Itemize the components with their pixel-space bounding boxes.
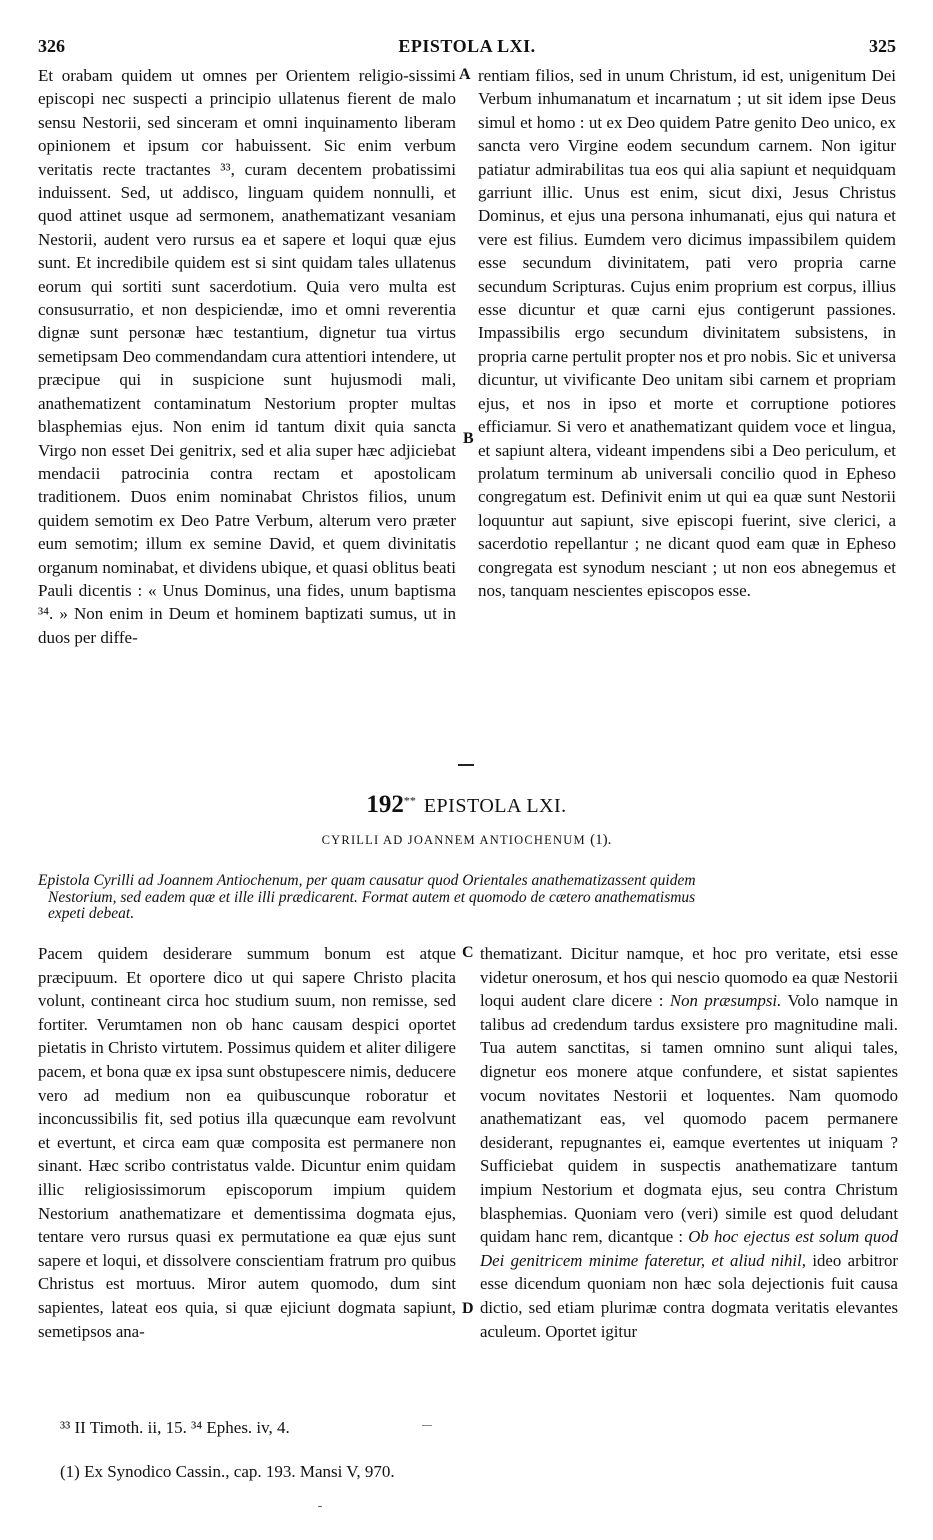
subheading-note: (1). (590, 832, 612, 848)
bottom-right-part-3: ideo arbitror esse dicendum quoniam non hæc sola dejectionis fuit causa dictio, sed etiam plurimæ contra dogmata veritatis elevantes aculeum. Oportet igitur (480, 1250, 898, 1341)
footnote-source: (1) Ex Synodico Cassin., cap. 193. Mansi V, 970. (60, 1462, 395, 1481)
right-page-number: 325 (869, 36, 896, 56)
letter-number-mark: ** (403, 793, 416, 808)
bottom-right-part-1: thematizant. Dicitur namque, et hoc pro veritate, etsi esse videtur onerosum, et hos qui nescio quomodo ea quæ Nestorii loqui audent clare dicere : (480, 944, 898, 1011)
footnote-scripture-refs: ³³ II Timoth. ii, 15. ³⁴ Ephes. iv, 4. (60, 1418, 290, 1437)
summary-line-1: Epistola Cyrilli ad Joannem Antiochenum, per quam causatur quod Orientales anathematizassent quidem (38, 872, 696, 889)
bottom-right-column-text (480, 942, 898, 1343)
bottom-right-part-2: Volo namque in talibus ad credendum tardus exsistere pro magnitudine mali. Tua autem sanctitas, si tamen omnino sunt aliqui tales, dignetur eos monere atque confundere, et sistat sapientes vocum novitates Nestorii et loquentes. Nam quomodo anathematizant eas, vel quomodo pacem permanere desiderant, repugnantes ei, eamque evertentes ut iniquam ? Sufficiebat quidem in suspectis anathematizare tantum impium Nestorium et dogmata ejus, seu contra Christum blasphemias. Quoniam vero (veri) simile est quod deludant quidam hanc rem, dicantque : (480, 991, 898, 1247)
margin-letter-d: D (462, 1300, 474, 1317)
letter-title: EPISTOLA LXI. (423, 795, 567, 817)
top-right-column-text: rentiam filios, sed in unum Christum, id est, unigenitum Dei Verbum inhumanatum et incarnatum ; ut sit idem ipse Deus simul et homo : ut ex Deo quidem Patre genito Deo unico, ex sancta vero Virgine eodem secundum carnem. Non igitur patiatur admirabilitas tua eos qui alia sapiunt et nequidquam garriunt illic. Unus est enim, sicut dixi, Jesus Christus Dominus, et ejus una persona inhumanati, ejus qui natura et vere est filius. Eumdem vero dicimus impassibilem quidem esse secundum divinitatem, pati vero propria carne secundum Scripturas. Cujus enim proprium est corpus, illius esse dicuntur et quæ carni ejus contigerunt passiones. Impassibilis ergo secundum divinitatem subsistens, in propria carne pertulit propter nos et pro nobis. Sic et universa dicuntur, ut vivificante Deo unitam sibi carnem et propriam ejus, et nos in ipso et morte et corruptione potiores efficiamur. Si vero et anathematizant quidem voce et lingua, et sapiunt altera, videant impendens sibi a Deo periculum, et prolatum terminum ab universali concilio quod in Epheso congregatum est. Definivit enim ut qui ea quæ sunt Nestorii loquuntur aut sapiunt, sive episcopi fuerint, sive clerici, a sacerdotio repellantur ; ne dicant quod eam quæ in Epheso congregata est synodum nesciant ; ut non eos abnegemus et nos, tanquam nescientes episcopos esse. (478, 66, 896, 600)
section-divider (458, 764, 474, 766)
letter-subheading (0, 832, 933, 849)
footnote-mark (422, 1425, 432, 1426)
letter-summary (38, 873, 898, 923)
summary-line-2: Nestorium, sed eadem quæ et ille illi prædicarent. Format autem et quomodo de cætero anathematismus (48, 888, 696, 906)
left-page-number: 326 (38, 36, 65, 56)
top-left-column-text: Et orabam quidem ut omnes per Orientem religio-sissimi episcopi nec suspecti a principio ullatenus fierent de malo sensu Nestorii, sed sinceram et omni inquinamento liberam opinionem et ipsum cor habuissent. Sic enim verbum veritatis recte tractantes ³³, curam decentem probatissimi induissent. Sed, ut addisco, linguam quidem nonnulli, et quod attinet usque ad sermonem, anathematizant vesaniam Nestorii, audent vero rursus ea et sapere et loqui quæ ejus sunt. Et incredibile quidem est si sint quidam tales ullatenus eorum qui sortiti sunt sacerdotium. Quia vero multa est consusurratio, et non despiciendæ, imo et omni reverentia dignæ sunt personæ hæc testantium, dignetur tua virtus semetipsam Deo commendandam cura attentiori intendere, ut præcipue qui in suspicione sunt hujusmodi mali, anathematizent contaminatum Nestorium propter multas blasphemias ejus. Non enim id tantum dixit quia sancta Virgo non esset Dei genitrix, sed et alia super hæc adjiciebat mendacii patrocinia contra rectam et apostolicam traditionem. Duos enim nominabat Christos filios, unum quidem semotim ex Deo Patre Verbum, alterum vero præter eum semotim; illum ex semine David, et quem divinitatis organum nominabat, et dividens ubique, et quasi oblitus beati Pauli dicentis : « Unus Dominus, una fides, unum baptisma ³⁴. » Non enim in Deum et hominem baptizati sumus, ut in duos per diffe- (38, 66, 457, 647)
running-head (38, 36, 896, 58)
running-title: EPISTOLA LXI. (398, 36, 536, 56)
letter-heading (0, 791, 933, 819)
summary-line-3: expeti debeat. (48, 905, 135, 922)
margin-letter-a: A (459, 66, 471, 83)
margin-letter-c: C (462, 944, 474, 961)
margin-letter-b: B (463, 430, 474, 447)
footnote-dot (318, 1506, 322, 1507)
bottom-right-italic-2: Ob hoc ejectus est solum quod Dei genitricem minime fateretur, et aliud nihil, (480, 1227, 898, 1270)
letter-number: 192 (366, 791, 404, 818)
subheading-text: CYRILLI AD JOANNEM ANTIOCHENUM (321, 833, 586, 847)
bottom-left-column-text: Pacem quidem desiderare summum bonum est atque præcipuum. Et oportere dico ut qui sapere Christo placita volunt, contineant circa hoc studium suum, non remisse, sed fortiter. Verumtamen non ob hanc causam despici oportet pietatis in Christo virtutem. Possimus quidem et aliter diligere pacem, et bona quæ ex ipsa sunt obstupescere nimis, deducere vero ad medium non ea quibuscunque roboratur et inconcussibilis fit, sed potius illa quæcunque eam revolvunt et evertunt, et circa eam quæ composita est permanere non sinant. Hæc scribo contristatus valde. Dicuntur enim quidam illic religiosissimorum episcoporum impium quidem Nestorium anathematizare et dementissima dogmata ejus, tentare vero rursus quasi ex permutatione ea quæ ejus sunt sapere et loqui, et dissolvere conscientiam fratrum pro quibus Christus est mortuus. Miror autem quomodo, dum sint sapientes, lateat eos quia, si quæ ejiciunt dogmata sapiunt, semetipsos ana- (38, 944, 457, 1341)
bottom-right-italic-1: Non præsumpsi. (669, 991, 782, 1011)
